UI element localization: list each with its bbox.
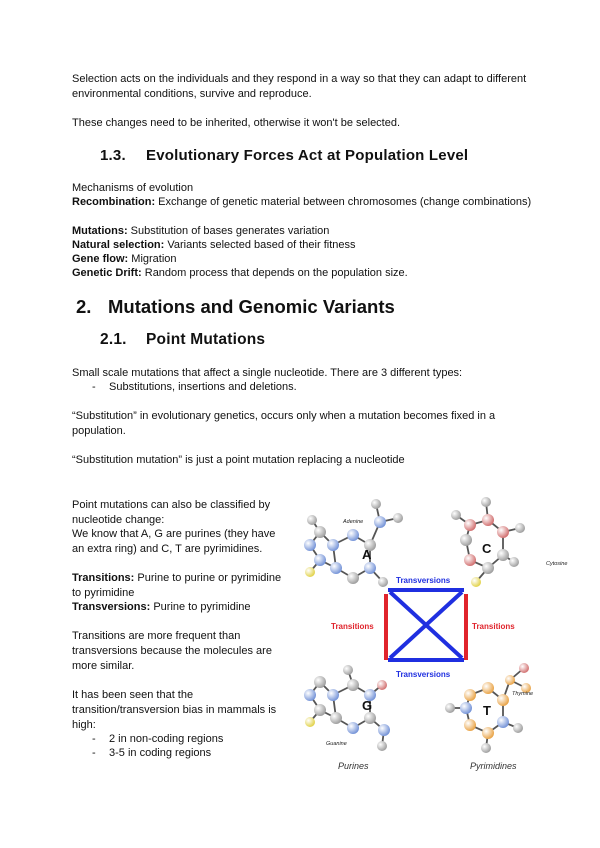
atom bbox=[378, 724, 390, 736]
cytosine-molecule bbox=[451, 497, 567, 587]
term: Recombination: bbox=[72, 196, 156, 208]
atom bbox=[464, 689, 476, 701]
desc: Substitution of bases generates variation bbox=[127, 225, 330, 237]
heading-2 bbox=[76, 296, 395, 318]
term: Gene flow: bbox=[72, 253, 129, 265]
desc: Random process that depends on the population size. bbox=[141, 267, 408, 279]
atom bbox=[327, 689, 339, 701]
atom bbox=[482, 514, 494, 526]
substitution-mutation-definition: “Substitution mutation” is just a point mutation replacing a nucleotide bbox=[72, 454, 405, 466]
atom bbox=[304, 539, 316, 551]
atom bbox=[314, 676, 326, 688]
atom bbox=[505, 675, 515, 685]
atom bbox=[481, 497, 491, 507]
atom bbox=[445, 703, 455, 713]
transversions-top-label: Transversions bbox=[396, 576, 451, 585]
atom bbox=[519, 663, 529, 673]
list-item: - 3-5 in coding regions bbox=[92, 747, 212, 759]
atom bbox=[464, 519, 476, 531]
mechanisms-lead: Mechanisms of evolution bbox=[72, 182, 194, 194]
term: Genetic Drift: bbox=[72, 267, 142, 279]
atom bbox=[371, 499, 381, 509]
list-item-text: Substitutions, insertions and deletions. bbox=[109, 381, 297, 393]
purines-pyrimidines-note: We know that A, G are purines (they have an extra ring) and C, T are pyrimidines. bbox=[72, 528, 276, 555]
cytosine-label: Cytosine bbox=[546, 561, 568, 567]
purines-caption: Purines bbox=[338, 761, 369, 771]
classification-intro: Point mutations can also be classified by nucleotide change: bbox=[72, 499, 271, 526]
atom bbox=[451, 510, 461, 520]
atom bbox=[378, 577, 388, 587]
atom bbox=[364, 562, 376, 574]
mutation-diagram bbox=[331, 576, 515, 679]
intro-paragraph-1: Selection acts on the individuals and they respond in a way so that they can adapt to different environmental conditions, survive and reproduce. bbox=[72, 73, 527, 100]
heading-number: 2.1. bbox=[100, 331, 127, 348]
atom bbox=[347, 529, 359, 541]
atom bbox=[314, 554, 326, 566]
desc: Purine to purine or pyrimidine to pyrimidine bbox=[72, 572, 282, 599]
desc: Exchange of genetic material between chromosomes (change combinations) bbox=[155, 196, 532, 208]
atom bbox=[481, 743, 491, 753]
atom bbox=[330, 712, 342, 724]
term: Transitions: bbox=[72, 572, 135, 584]
pyrimidines-caption: Pyrimidines bbox=[470, 761, 517, 771]
atom bbox=[347, 722, 359, 734]
term: Transversions: bbox=[72, 601, 151, 613]
list-item-text: 3-5 in coding regions bbox=[109, 747, 212, 759]
desc: Purine to pyrimidine bbox=[150, 601, 251, 613]
atom bbox=[482, 562, 494, 574]
bias-note: It has been seen that the transition/transversion bias in mammals is high: bbox=[72, 689, 277, 731]
base-letter-g: G bbox=[362, 698, 373, 713]
atom bbox=[377, 741, 387, 751]
atom bbox=[471, 577, 481, 587]
atom bbox=[347, 679, 359, 691]
heading-number: 2. bbox=[76, 296, 92, 317]
mechanism-genetic-drift bbox=[72, 266, 532, 281]
substitution-definition: “Substitution” in evolutionary genetics, occurs only when a mutation becomes fixed in a population. bbox=[72, 410, 496, 437]
atom bbox=[460, 702, 472, 714]
atom bbox=[497, 549, 509, 561]
intro-paragraph-2: These changes need to be inherited, otherwise it won't be selected. bbox=[72, 117, 401, 129]
atom bbox=[464, 719, 476, 731]
heading-1-3 bbox=[100, 147, 468, 164]
mechanism-mutations bbox=[72, 224, 532, 239]
heading-title: Mutations and Genomic Variants bbox=[108, 296, 395, 317]
atom bbox=[515, 523, 525, 533]
atom bbox=[497, 526, 509, 538]
atom bbox=[314, 526, 326, 538]
atom bbox=[377, 680, 387, 690]
transitions-definition bbox=[72, 571, 287, 601]
atom bbox=[364, 712, 376, 724]
atom bbox=[330, 562, 342, 574]
guanine-molecule bbox=[304, 665, 390, 751]
desc: Migration bbox=[128, 253, 177, 265]
thymine-label: Thymine bbox=[512, 691, 534, 697]
atom bbox=[304, 689, 316, 701]
term: Mutations: bbox=[72, 225, 128, 237]
adenine-label: Adenine bbox=[343, 519, 364, 525]
atom bbox=[482, 727, 494, 739]
atom bbox=[460, 534, 472, 546]
atom bbox=[347, 572, 359, 584]
atom bbox=[513, 723, 523, 733]
desc: Variants selected based of their fitness bbox=[164, 239, 356, 251]
heading-title: Evolutionary Forces Act at Population Level bbox=[146, 147, 469, 164]
heading-number: 1.3. bbox=[100, 147, 126, 164]
transition-transversion-figure bbox=[298, 490, 588, 780]
transitions-left-label: Transitions bbox=[331, 622, 374, 631]
atom bbox=[393, 513, 403, 523]
atom bbox=[509, 557, 519, 567]
base-letter-a: A bbox=[362, 547, 372, 562]
atom bbox=[464, 554, 476, 566]
transitions-right-label: Transitions bbox=[472, 622, 515, 631]
frequency-note: Transitions are more frequent than transversions because the molecules are more similar. bbox=[72, 630, 272, 672]
atom bbox=[314, 704, 326, 716]
mechanism-recombination bbox=[72, 195, 532, 210]
adenine-molecule bbox=[304, 499, 403, 587]
thymine-molecule bbox=[445, 663, 533, 753]
guanine-label: Guanine bbox=[326, 741, 347, 747]
point-mutations-intro: Small scale mutations that affect a single nucleotide. There are 3 different types: bbox=[72, 367, 463, 379]
term: Natural selection: bbox=[72, 239, 165, 251]
heading-title: Point Mutations bbox=[146, 331, 266, 348]
list-item: - Substitutions, insertions and deletions. bbox=[92, 381, 297, 393]
atom bbox=[497, 694, 509, 706]
atom bbox=[305, 717, 315, 727]
atom bbox=[305, 567, 315, 577]
base-letter-c: C bbox=[482, 541, 492, 556]
transversions-bottom-label: Transversions bbox=[396, 670, 451, 679]
mechanism-natural-selection bbox=[72, 238, 532, 253]
list-item: - 2 in non-coding regions bbox=[92, 733, 224, 745]
atom bbox=[327, 539, 339, 551]
atom bbox=[307, 515, 317, 525]
atom bbox=[374, 516, 386, 528]
atom bbox=[343, 665, 353, 675]
mechanism-gene-flow bbox=[72, 252, 532, 267]
atom bbox=[497, 716, 509, 728]
list-item-text: 2 in non-coding regions bbox=[109, 733, 224, 745]
heading-2-1 bbox=[100, 331, 265, 349]
atom bbox=[482, 682, 494, 694]
transversions-definition bbox=[72, 600, 287, 615]
base-letter-t: T bbox=[483, 703, 491, 718]
